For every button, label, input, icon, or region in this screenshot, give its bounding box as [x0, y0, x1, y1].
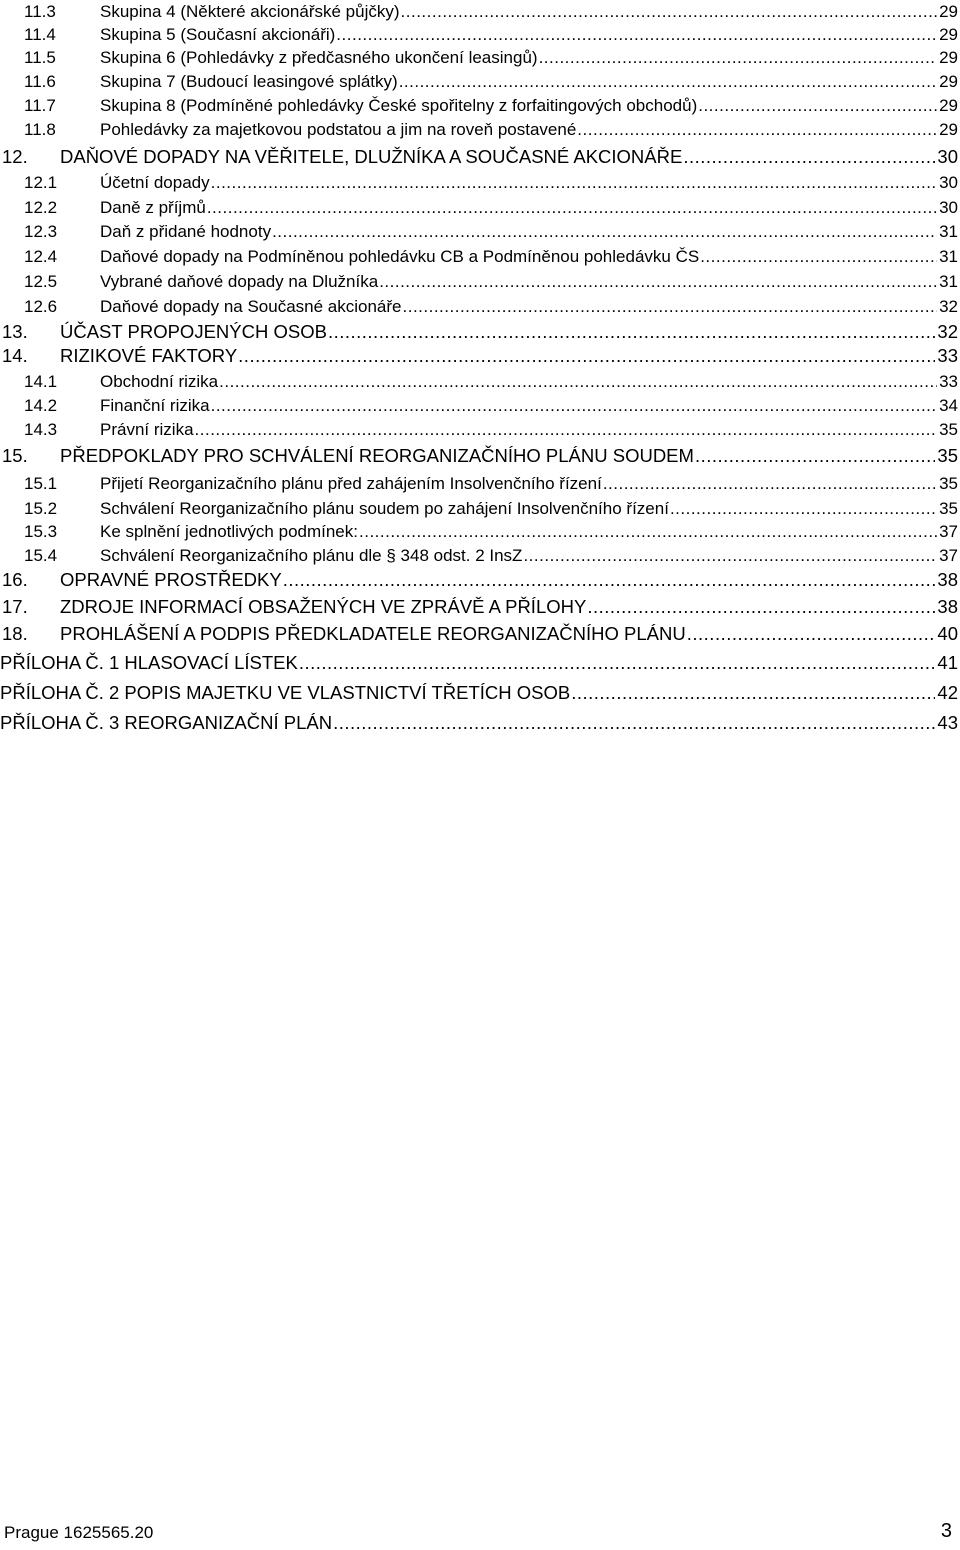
toc-entry-number: 14.1: [24, 372, 58, 391]
toc-entry-number: 12.1: [24, 173, 58, 192]
toc-entry-number: 13.: [2, 321, 28, 342]
toc-entry-title: Skupina 4 (Některé akcionářské půjčky): [100, 2, 400, 21]
toc-entry-number: 12.2: [24, 198, 58, 217]
toc-entry[interactable]: [0, 370, 960, 394]
toc-entry-page: 43: [937, 712, 958, 733]
toc-entry-title: PŘÍLOHA Č. 1 HLASOVACÍ LÍSTEK: [0, 652, 298, 673]
toc-entry-page: 35: [939, 420, 958, 439]
toc-entry-title: PŘEDPOKLADY PRO SCHVÁLENÍ REORGANIZAČNÍHO PLÁNU SOUDEM: [60, 445, 694, 466]
toc-entry-page: 34: [939, 396, 958, 415]
toc-entry-number: 11.7: [24, 96, 56, 115]
toc-entry-title: Skupina 8 (Podmíněné pohledávky České spořitelny z forfaitingových obchodů): [100, 96, 698, 115]
toc-dot-leader: [670, 497, 937, 521]
toc-entry-title: Právní rizika: [100, 420, 194, 439]
toc-dot-leader: [211, 171, 937, 195]
toc-entry[interactable]: [0, 0, 960, 24]
toc-entry-title: PROHLÁŠENÍ A PODPIS PŘEDKLADATELE REORGANIZAČNÍHO PLÁNU: [60, 623, 686, 644]
toc-dot-leader: [359, 520, 937, 544]
toc-dot-leader: [283, 567, 936, 593]
toc-entry[interactable]: [0, 144, 960, 168]
toc-entry-page: 31: [939, 222, 958, 241]
toc-entry[interactable]: [0, 23, 960, 47]
toc-entry[interactable]: [0, 319, 960, 343]
toc-entry-number: 15.4: [24, 546, 58, 565]
toc-entry[interactable]: [0, 394, 960, 418]
toc-entry-number: 12.6: [24, 297, 58, 316]
toc-entry-page: 32: [939, 297, 958, 316]
toc-entry-page: 29: [939, 120, 958, 139]
toc-entry-page: 33: [937, 345, 958, 366]
toc-dot-leader: [328, 319, 935, 345]
toc-entry-title: Vybrané daňové dopady na Dlužníka: [100, 272, 379, 291]
toc-entry-number: 11.5: [24, 48, 56, 67]
toc-entry-number: 14.3: [24, 420, 58, 439]
toc-entry[interactable]: [0, 520, 960, 544]
toc-dot-leader: [336, 23, 937, 47]
toc-entry[interactable]: [0, 710, 960, 734]
toc-entry-page: 30: [939, 173, 958, 192]
toc-entry[interactable]: [0, 245, 960, 269]
toc-entry-page: 33: [939, 372, 958, 391]
toc-entry-page: 29: [939, 2, 958, 21]
toc-entry-page: 38: [937, 596, 958, 617]
footer-page-number: 3: [940, 1520, 952, 1542]
toc-entry-title: Přijetí Reorganizačního plánu před zahájením Insolvenčního řízení: [100, 474, 602, 493]
toc-entry-page: 30: [937, 146, 958, 167]
toc-dot-leader: [587, 594, 935, 620]
toc-entry-number: 14.: [2, 345, 28, 366]
toc-dot-leader: [211, 394, 937, 418]
toc-entry-page: 35: [939, 499, 958, 518]
toc-entry[interactable]: [0, 94, 960, 118]
toc-entry-title: Daň z přidané hodnoty: [100, 222, 272, 241]
toc-entry[interactable]: [0, 680, 960, 704]
toc-dot-leader: [379, 270, 937, 294]
toc-dot-leader: [539, 46, 938, 70]
toc-entry-page: 35: [939, 474, 958, 493]
toc-entry[interactable]: [0, 196, 960, 220]
toc-entry[interactable]: [0, 621, 960, 645]
toc-entry-page: 31: [939, 247, 958, 266]
toc-dot-leader: [238, 343, 935, 369]
toc-entry-number: 15.2: [24, 499, 58, 518]
toc-entry[interactable]: [0, 46, 960, 70]
toc-dot-leader: [272, 220, 937, 244]
toc-dot-leader: [603, 472, 937, 496]
toc-entry-page: 29: [939, 72, 958, 91]
toc-entry-number: 12.4: [24, 247, 58, 266]
toc-entry-page: 31: [939, 272, 958, 291]
toc-entry-title: Daňové dopady na Podmíněnou pohledávku CB a Podmíněnou pohledávku ČS: [100, 247, 700, 266]
toc-dot-leader: [403, 295, 938, 319]
toc-dot-leader: [577, 118, 937, 142]
toc-dot-leader: [523, 544, 937, 568]
toc-entry-number: 11.6: [24, 72, 56, 91]
toc-dot-leader: [207, 196, 937, 220]
toc-dot-leader: [399, 70, 937, 94]
toc-entry-title: Schválení Reorganizačního plánu soudem po zahájení Insolvenčního řízení: [100, 499, 669, 518]
toc-entry-number: 11.3: [24, 2, 56, 21]
toc-entry-page: 41: [937, 652, 958, 673]
toc-entry-number: 17.: [2, 596, 28, 617]
toc-entry-number: 15.: [2, 445, 28, 466]
toc-entry-page: 29: [939, 48, 958, 67]
toc-entry-title: Daně z příjmů: [100, 198, 206, 217]
toc-dot-leader: [683, 144, 935, 170]
toc-dot-leader: [299, 650, 936, 676]
toc-entry[interactable]: [0, 650, 960, 674]
toc-entry[interactable]: [0, 343, 960, 367]
toc-entry-title: Skupina 5 (Současní akcionáři): [100, 25, 336, 44]
toc-entry-title: Ke splnění jednotlivých podmínek:: [100, 522, 358, 541]
toc-entry-title: Skupina 6 (Pohledávky z předčasného ukončení leasingů): [100, 48, 538, 67]
toc-entry-number: 11.4: [24, 25, 56, 44]
toc-entry-title: DAŇOVÉ DOPADY NA VĚŘITELE, DLUŽNÍKA A SOUČASNÉ AKCIONÁŘE: [60, 146, 683, 167]
toc-entry-page: 30: [939, 198, 958, 217]
toc-entry-page: 40: [937, 623, 958, 644]
toc-entry-page: 29: [939, 96, 958, 115]
toc-entry-page: 38: [937, 569, 958, 590]
toc-entry-page: 32: [937, 321, 958, 342]
toc-entry-number: 14.2: [24, 396, 58, 415]
toc-entry-title: Schválení Reorganizačního plánu dle § 348 odst. 2 InsZ: [100, 546, 523, 565]
toc-entry[interactable]: [0, 171, 960, 195]
toc-entry[interactable]: [0, 270, 960, 294]
toc-entry-title: ÚČAST PROPOJENÝCH OSOB: [60, 321, 327, 342]
toc-entry-number: 12.: [2, 146, 28, 167]
toc-entry-title: RIZIKOVÉ FAKTORY: [60, 345, 238, 366]
toc-entry[interactable]: [0, 472, 960, 496]
toc-entry-title: PŘÍLOHA Č. 3 REORGANIZAČNÍ PLÁN: [0, 712, 333, 733]
toc-entry-page: 37: [939, 522, 958, 541]
toc-dot-leader: [687, 621, 936, 647]
toc-entry-page: 35: [937, 445, 958, 466]
toc-entry-number: 15.1: [24, 474, 58, 493]
toc-entry-title: Účetní dopady: [100, 173, 210, 192]
toc-dot-leader: [700, 245, 937, 269]
toc-entry-number: 12.3: [24, 222, 58, 241]
toc-dot-leader: [195, 418, 938, 442]
toc-entry-page: 29: [939, 25, 958, 44]
toc-entry[interactable]: [0, 544, 960, 568]
toc-entry[interactable]: [0, 220, 960, 244]
toc-entry-title: ZDROJE INFORMACÍ OBSAŽENÝCH VE ZPRÁVĚ A PŘÍLOHY: [60, 596, 587, 617]
toc-entry-number: 15.3: [24, 522, 58, 541]
toc-entry[interactable]: [0, 70, 960, 94]
toc-entry-number: 18.: [2, 623, 28, 644]
toc-entry-title: Obchodní rizika: [100, 372, 219, 391]
toc-entry[interactable]: [0, 497, 960, 521]
toc-entry-title: Finanční rizika: [100, 396, 210, 415]
toc-entry[interactable]: [0, 418, 960, 442]
toc-entry[interactable]: [0, 443, 960, 467]
toc-entry[interactable]: [0, 594, 960, 618]
toc-dot-leader: [695, 443, 935, 469]
toc-entry[interactable]: [0, 295, 960, 319]
toc-entry-title: Pohledávky za majetkovou podstatou a jim na roveň postavené: [100, 120, 577, 139]
toc-entry[interactable]: [0, 567, 960, 591]
toc-entry-title: Skupina 7 (Budoucí leasingové splátky): [100, 72, 398, 91]
toc-entry-page: 37: [939, 546, 958, 565]
toc-dot-leader: [571, 680, 935, 706]
footer-document-id: Prague 1625565.20: [4, 1523, 154, 1542]
toc-entry-title: OPRAVNÉ PROSTŘEDKY: [60, 569, 282, 590]
toc-dot-leader: [219, 370, 937, 394]
toc-dot-leader: [401, 0, 938, 24]
toc-entry-number: 11.8: [24, 120, 56, 139]
toc-dot-leader: [698, 94, 937, 118]
toc-entry-title: Daňové dopady na Současné akcionáře: [100, 297, 402, 316]
toc-dot-leader: [333, 710, 935, 736]
toc-entry-number: 12.5: [24, 272, 58, 291]
toc-entry-number: 16.: [2, 569, 28, 590]
toc-entry-page: 42: [937, 682, 958, 703]
toc-entry-title: PŘÍLOHA Č. 2 POPIS MAJETKU VE VLASTNICTVÍ TŘETÍCH OSOB: [0, 682, 571, 703]
toc-entry[interactable]: [0, 118, 960, 142]
